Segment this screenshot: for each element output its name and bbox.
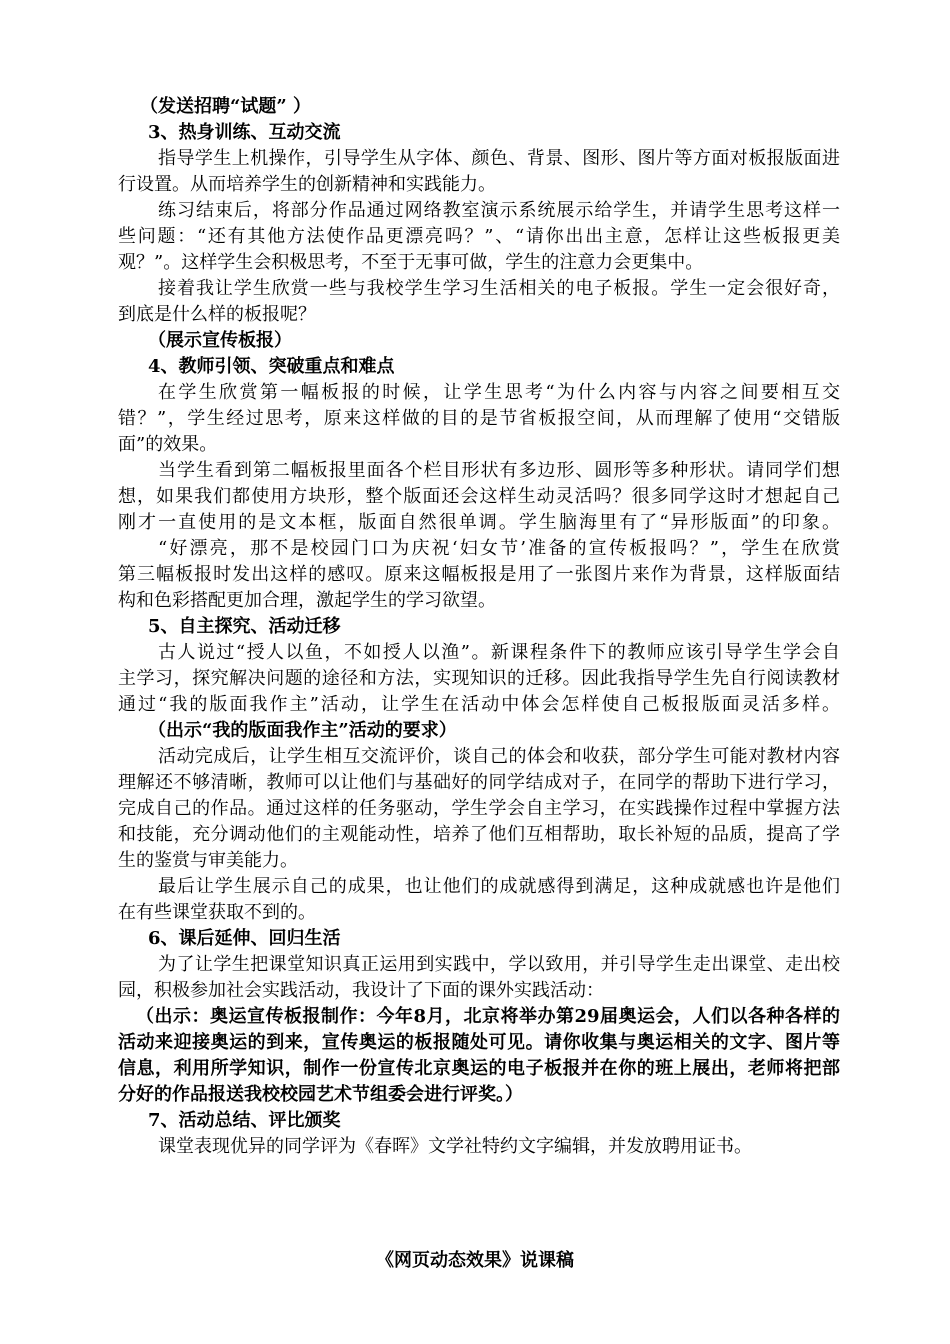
section-heading: 5、自主探究、活动迁移: [148, 616, 341, 637]
paragraph-line: 分好的作品报送我校校园艺术节组委会进行评奖。）: [118, 1084, 523, 1105]
paragraph-line: 园，积极参加社会实践活动，我设计了下面的课外实践活动：: [118, 980, 604, 1001]
section-heading: 6、课后延伸、回归生活: [148, 928, 341, 949]
section-heading: 3、热身训练、互动交流: [148, 122, 341, 143]
paragraph-line: 生的鉴赏与审美能力。: [118, 850, 298, 871]
paragraph-line: 第三幅板报时发出这样的感叹。原来这幅板报是用了一张图片来作为背景，这样版面结: [118, 564, 840, 585]
paragraph-line: 为了让学生把课堂知识真正运用到实践中，学以致用，并引导学生走出课堂、走出校: [158, 954, 840, 975]
paragraph-line: 古人说过“授人以鱼，不如授人以渔”。新课程条件下的教师应该引导学生学会自: [158, 642, 840, 663]
paragraph-line: 最后让学生展示自己的成果，也让他们的成就感得到满足，这种成就感也许是他们: [158, 876, 840, 897]
paragraph-line: 完成自己的作品。通过这样的任务驱动，学生学会自主学习，在实践操作过程中掌握方法: [118, 798, 840, 819]
paragraph-line: 和技能，充分调动他们的主观能动性，培养了他们互相帮助，取长补短的品质，提高了学: [118, 824, 840, 845]
paragraph-line: 到底是什么样的板报呢？: [118, 304, 316, 325]
paragraph-line: 活动来迎接奥运的到来，宣传奥运的板报随处可见。请你收集与奥运相关的文字、图片等: [118, 1032, 840, 1053]
paragraph-line: 练习结束后，将部分作品通过网络教室演示系统展示给学生，并请学生思考这样一: [158, 200, 840, 221]
paragraph-line: 想，如果我们都使用方块形，整个版面还会这样生动灵活吗？很多同学这时才想起自己: [118, 486, 840, 507]
paragraph-line: 在学生欣赏第一幅板报的时候，让学生思考“为什么内容与内容之间要相互交: [158, 382, 840, 403]
paragraph-line: 通过“我的版面我作主”活动，让学生在活动中体会怎样使自己板报版面灵活多样。: [118, 694, 840, 715]
section-heading: 7、活动总结、评比颁奖: [148, 1110, 341, 1131]
paragraph-line: 活动完成后，让学生相互交流评价，谈自己的体会和收获，部分学生可能对教材内容: [158, 746, 840, 767]
paragraph-line: 当学生看到第二幅板报里面各个栏目形状有多边形、圆形等多种形状。请同学们想: [158, 460, 840, 481]
paragraph-line: 理解还不够清晰，教师可以让他们与基础好的同学结成对子，在同学的帮助下进行学习，: [118, 772, 840, 793]
paragraph-line: 面”的效果。: [118, 434, 218, 455]
paragraph-line: 课堂表现优异的同学评为《春晖》文学社特约文字编辑，并发放聘用证书。: [158, 1136, 752, 1157]
paragraph-line: 信息，利用所学知识，制作一份宣传北京奥运的电子板报并在你的班上展出，老师将把部: [118, 1058, 840, 1079]
paragraph-line: 构和色彩搭配更加合理，激起学生的学习欲望。: [118, 590, 496, 611]
paragraph-line: 行设置。从而培养学生的创新精神和实践能力。: [118, 174, 496, 195]
paragraph-line: （出示：奥运宣传板报制作：今年8月，北京将举办第29届奥运会，人们以各种各样的: [136, 1006, 840, 1027]
paragraph-line: 错？”，学生经过思考，原来这样做的目的是节省板报空间，从而理解了使用“交错版: [118, 408, 840, 429]
paragraph-line: （发送招聘“试题” ）: [140, 96, 311, 117]
paragraph-line: 观？”。这样学生会积极思考，不至于无事可做，学生的注意力会更集中。: [118, 252, 704, 273]
paragraph-line: 刚才一直使用的是文本框，版面自然很单调。学生脑海里有了“异形版面”的印象。: [118, 512, 840, 533]
paragraph-line: 些问题：“还有其他方法使作品更漂亮吗？”、“请你出出主意，怎样让这些板报更美: [118, 226, 840, 247]
paragraph-line: “好漂亮，那不是校园门口为庆祝‘妇女节’准备的宣传板报吗？”，学生在欣赏: [158, 538, 840, 559]
paragraph-line: 接着我让学生欣赏一些与我校学生学习生活相关的电子板报。学生一定会很好奇，: [158, 278, 840, 299]
section-heading: 4、教师引领、突破重点和难点: [148, 356, 395, 377]
paragraph-line: （出示“我的版面我作主”活动的要求）: [148, 720, 457, 741]
paragraph-line: （展示宣传板报）: [148, 330, 292, 351]
paragraph-line: 在有些课堂获取不到的。: [118, 902, 316, 923]
paragraph-line: 指导学生上机操作，引导学生从字体、颜色、背景、图形、图片等方面对板报版面进: [158, 148, 840, 169]
paragraph-line: 主学习，探究解决问题的途径和方法，实现知识的迁移。因此我指导学生先自行阅读教材: [118, 668, 840, 689]
footer-title: 《网页动态效果》说课稿: [376, 1250, 574, 1271]
